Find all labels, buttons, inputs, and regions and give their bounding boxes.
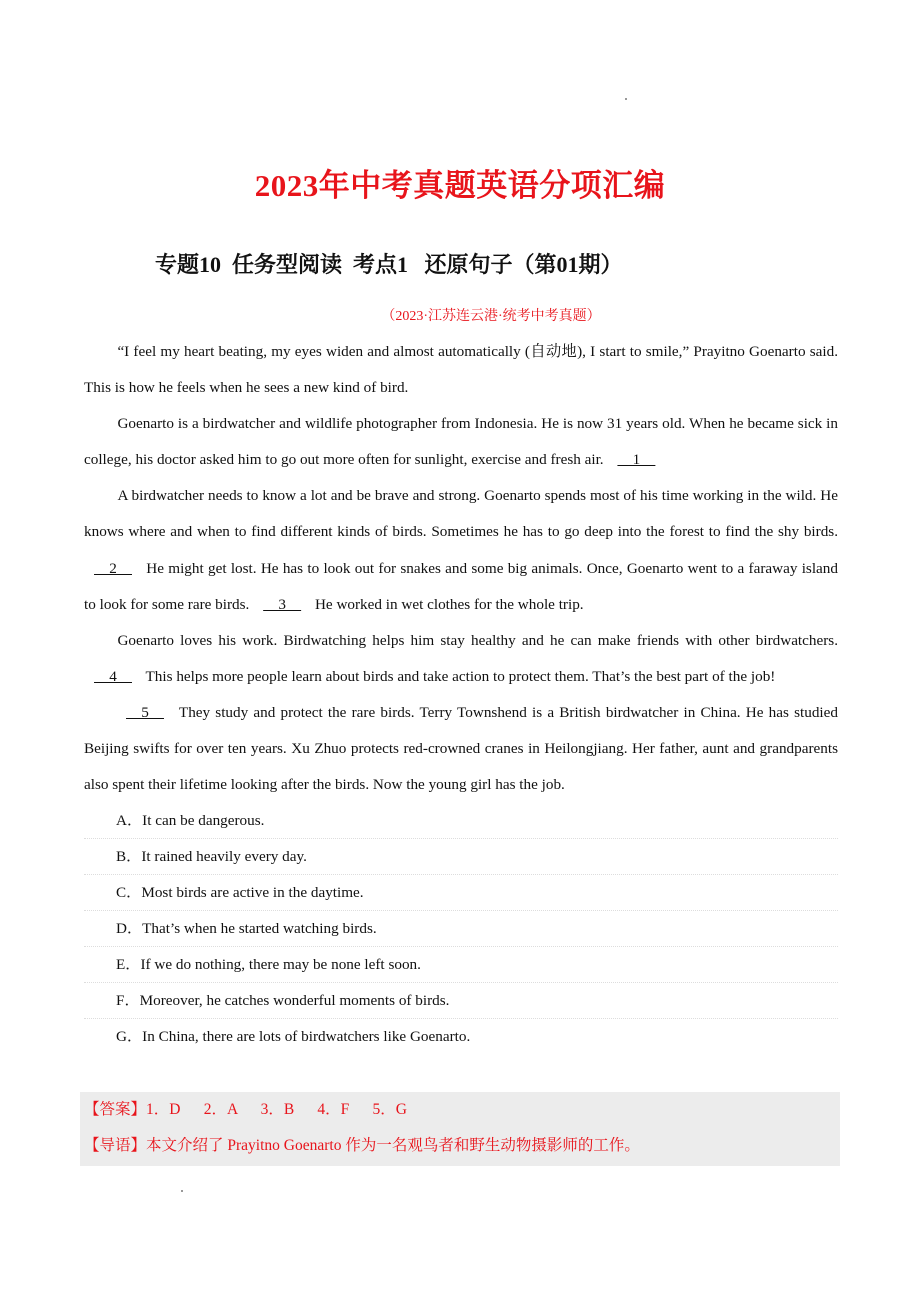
paragraph-text: He might get lost. He has to look out for snakes and some big animals. Once, Goenarto went to a faraway island to look for some rare birds. bbox=[84, 559, 838, 613]
paragraph-text: “I feel my heart beating, my eyes widen and almost automatically (自动地), I start to smile,” Prayitno Goenarto said. This is how he feels when he sees a new kind of bird. bbox=[84, 343, 838, 397]
option-f: F．Moreover, he catches wonderful moments of birds. bbox=[84, 983, 838, 1019]
paragraph-text: Goenarto is a birdwatcher and wildlife photographer from Indonesia. He is now 31 years old. When he became sick in college, his doctor asked him to go out more often for sunlight, exercise and fresh air. bbox=[84, 415, 838, 469]
guide-text: 本文介绍了 Prayitno Goenarto 作为一名观鸟者和野生动物摄影师的工作。 bbox=[146, 1137, 640, 1154]
answer-item: 5．G bbox=[372, 1101, 407, 1118]
answer-item: 4．F bbox=[317, 1101, 350, 1118]
option-g: G．In China, there are lots of birdwatchers like Goenarto. bbox=[116, 1028, 471, 1046]
option-e: E．If we do nothing, there may be none left soon. bbox=[84, 947, 838, 983]
guide-label: 【导语】 bbox=[84, 1137, 147, 1154]
option-a: A．It can be dangerous. bbox=[84, 803, 838, 839]
document-subtitle: 专题10 任务型阅读 考点1 还原句子（第01期） bbox=[155, 252, 623, 277]
paragraph-text: A birdwatcher needs to know a lot and be brave and strong. Goenarto spends most of his time working in the wild. He knows where and when to find different kinds of birds. Sometimes he has to go deep into the forest to find the shy birds. bbox=[84, 487, 838, 541]
question-source: （2023·江苏连云港·统考中考真题） bbox=[381, 309, 601, 324]
paragraph-text: Goenarto loves his work. Birdwatching helps him stay healthy and he can make friends with other birdwatchers. bbox=[117, 631, 838, 649]
answer-line bbox=[84, 1092, 840, 1128]
answer-item: 2．A bbox=[203, 1101, 238, 1118]
answer-label: 【答案】 bbox=[84, 1101, 147, 1118]
answer-box bbox=[80, 1092, 840, 1166]
paragraph-text: This helps more people learn about birds and take action to protect them. That’s the best part of the job! bbox=[142, 667, 776, 685]
blank-3: 3 bbox=[263, 595, 302, 613]
blank-5: 5 bbox=[126, 703, 164, 721]
paragraph-text: They study and protect the rare birds. Terry Townshend is a British birdwatcher in China. He has studied Beijing swifts for over ten years. Xu Zhuo protects red-crowned cranes in Heilongjiang. Her father, aunt and grandparents also spent their lifetime looking after the birds. Now the young girl has the job. bbox=[84, 703, 838, 794]
answer-item: 1．D bbox=[146, 1101, 181, 1118]
blank-1: 1 bbox=[617, 451, 656, 469]
blank-2: 2 bbox=[94, 559, 132, 577]
decorative-dot bbox=[625, 98, 627, 100]
option-d: D．That’s when he started watching birds. bbox=[84, 911, 838, 947]
paragraph-2 bbox=[84, 406, 838, 478]
paragraph-text: He worked in wet clothes for the whole trip. bbox=[311, 595, 584, 613]
reading-passage bbox=[84, 334, 838, 1054]
blank-4: 4 bbox=[94, 667, 132, 685]
paragraph-4 bbox=[84, 623, 838, 695]
paragraph-3 bbox=[84, 478, 838, 622]
option-b: B．It rained heavily every day. bbox=[84, 839, 838, 875]
paragraph-1 bbox=[84, 334, 838, 406]
option-c: C．Most birds are active in the daytime. bbox=[84, 875, 838, 911]
guide-line bbox=[84, 1128, 840, 1164]
answer-item: 3．B bbox=[260, 1101, 295, 1118]
decorative-dot bbox=[181, 1190, 183, 1192]
document-title: 2023年中考真题英语分项汇编 bbox=[254, 168, 666, 203]
paragraph-5 bbox=[84, 695, 838, 803]
